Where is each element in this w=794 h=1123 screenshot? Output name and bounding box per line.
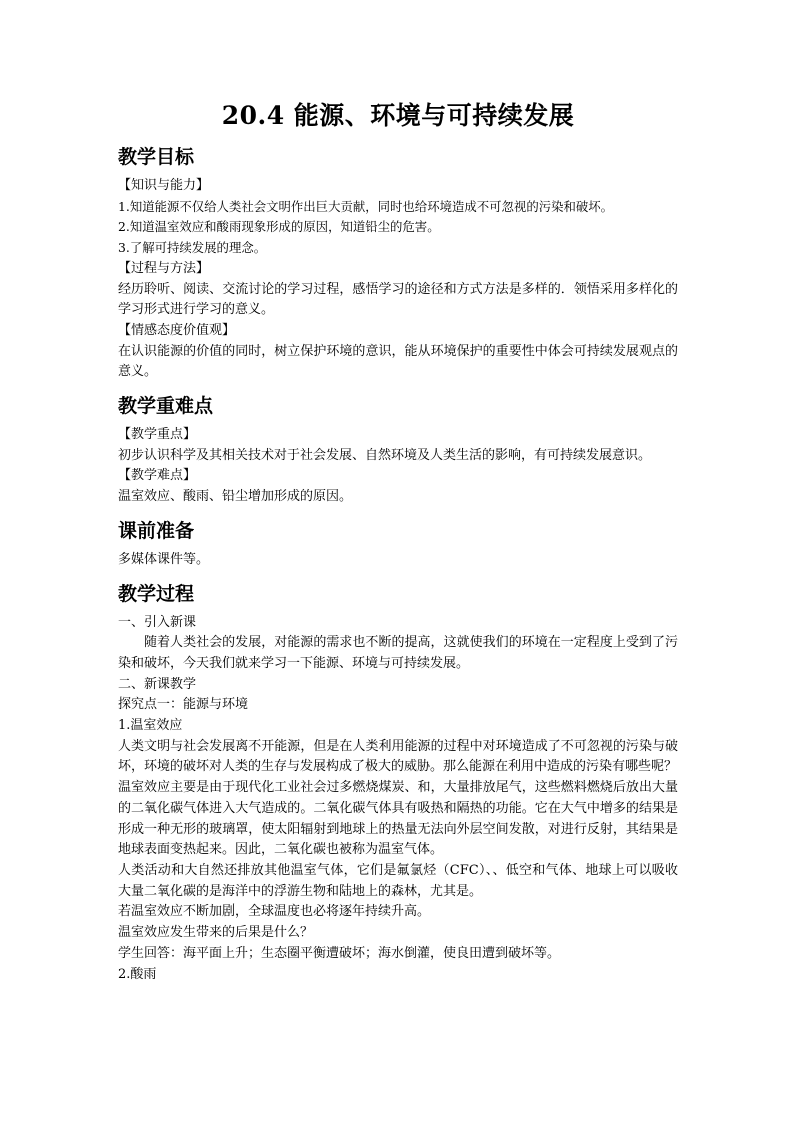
label-difficult: 【教学难点】 [118, 468, 197, 484]
page-title: 20.4 能源、环境与可持续发展 [221, 101, 575, 130]
heading-process: 教学过程 [118, 582, 195, 605]
emotion-text: 在认识能源的价值的同时，树立保护环境的意识，能从环境保护的重要性中体会可持续发展观点的意义。 [118, 343, 678, 380]
paragraph-4: 若温室效应不断加剧，全球温度也必将逐年持续升高。 [118, 904, 431, 920]
intro-text: 随着人类社会的发展，对能源的需求也不断的提高，这就使我们的环境在一定程度上受到了污染和破坏，今天我们就来学习一下能源、环境与可持续发展。 [118, 635, 678, 671]
key-text: 初步认识科学及其相关技术对于社会发展、自然环境及人类生活的影响，有可持续发展意识。 [118, 447, 652, 463]
subheading-acid-rain: 2.酸雨 [118, 966, 157, 982]
label-intro: 一、引入新课 [118, 614, 197, 630]
label-emotion: 【情感态度价值观】 [118, 322, 236, 338]
heading-goals: 教学目标 [118, 146, 195, 168]
paragraph-3: 人类活动和大自然还排放其他温室气体，它们是氟氯烃（CFC）、、低空和气体、地球上可以吸收大量二氧化碳的是海洋中的浮游生物和陆地上的森林，尤其是。 [118, 862, 678, 899]
label-new-lesson: 二、新课教学 [118, 676, 197, 692]
heading-prep: 课前准备 [118, 519, 195, 542]
document-page [118, 92, 678, 985]
heading-key-points: 教学重难点 [118, 395, 214, 418]
goal-item-1: 1.知道能源不仅给人类社会文明作出巨大贡献，同时也给环境造成不可忽视的污染和破坏。 [118, 198, 614, 214]
answer-text: 学生回答：海平面上升；生态圈平衡遭破坏；海水倒灌，使良田遭到破坏等。 [118, 945, 561, 961]
label-process-method: 【过程与方法】 [118, 260, 210, 276]
paragraph-2: 温室效应主要是由于现代化工业社会过多燃烧煤炭、和，大量排放尾气，这些燃料燃烧后放出大量的二氧化碳气体进入大气造成的。二氧化碳气体具有吸热和隔热的功能。它在大气中增多的结果是形成一种无形的玻璃罩，使太阳辐射到地球上的热量无法向外层空间发散，对进行反射，其结果是地球表面变热起来。因此，二氧化碳也被称为温室气体。 [118, 780, 678, 858]
question-text: 温室效应发生带来的后果是什么？ [118, 925, 314, 941]
label-key: 【教学重点】 [118, 427, 197, 443]
goal-item-3: 3.了解可持续发展的理念。 [118, 240, 267, 256]
subheading-greenhouse: 1.温室效应 [118, 718, 183, 734]
goal-item-2: 2.知道温室效应和酸雨现象形成的原因，知道铅尘的危害。 [118, 219, 440, 235]
label-knowledge: 【知识与能力】 [118, 178, 210, 193]
paragraph-1: 人类文明与社会发展离不开能源，但是在人类利用能源的过程中对环境造成了不可忽视的污染与破坏，环境的破坏对人类的生存与发展构成了极大的威胁。那么能源在利用中造成的污染有哪些呢？ [118, 738, 678, 775]
process-method-text: 经历聆听、阅读、交流讨论的学习过程，感悟学习的途径和方式方法是多样的．领悟采用多样化的学习形式进行学习的意义。 [118, 281, 678, 318]
explore-point: 探究点一：能源与环境 [118, 697, 249, 713]
prep-text: 多媒体课件等。 [118, 551, 210, 567]
difficult-text: 温室效应、酸雨、铅尘增加形成的原因。 [118, 489, 353, 505]
